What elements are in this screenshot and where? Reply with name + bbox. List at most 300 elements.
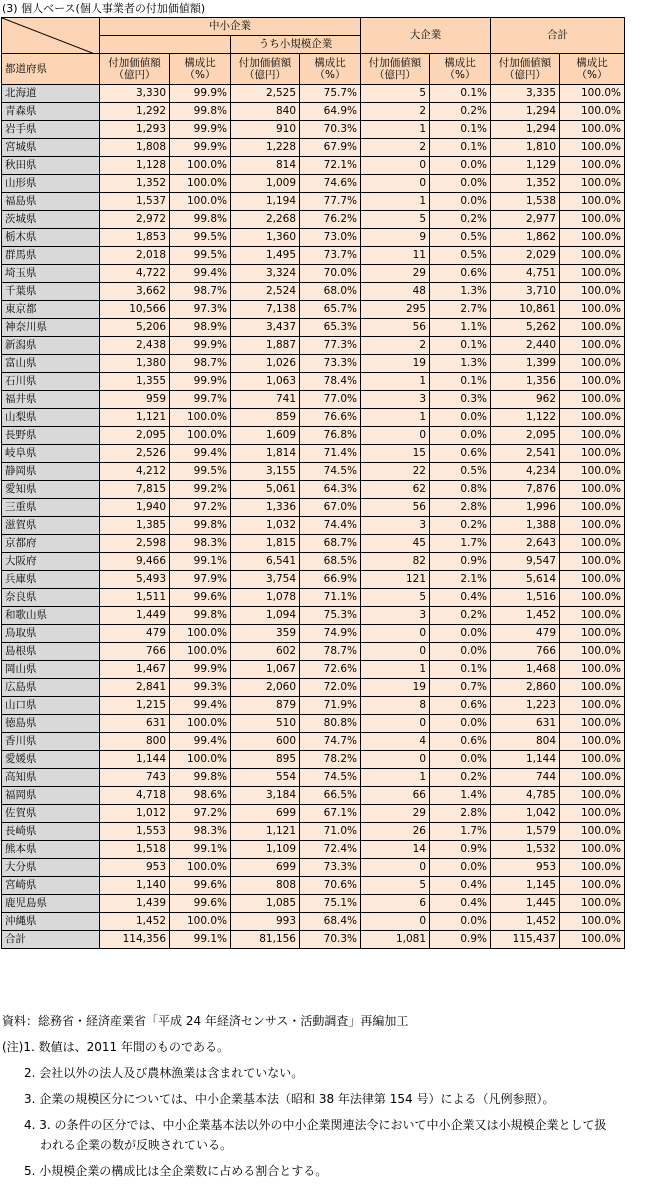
value-cell: 0 — [361, 157, 430, 175]
value-cell: 114,356 — [100, 931, 170, 949]
value-cell: 0.4% — [430, 589, 491, 607]
value-cell: 0.0% — [430, 913, 491, 931]
value-cell: 1,439 — [100, 895, 170, 913]
value-cell: 48 — [361, 283, 430, 301]
value-cell: 100.0% — [560, 535, 625, 553]
value-cell: 73.3% — [300, 859, 361, 877]
value-cell: 0.1% — [430, 121, 491, 139]
value-cell: 99.9% — [170, 337, 231, 355]
header-label: 付加価値額 — [498, 57, 552, 69]
value-cell: 26 — [361, 823, 430, 841]
value-cell: 0.5% — [430, 247, 491, 265]
value-cell: 74.7% — [300, 733, 361, 751]
table-row — [2, 535, 625, 553]
header-label: 構成比 — [576, 57, 608, 69]
value-cell: 0.9% — [430, 553, 491, 571]
value-cell: 81,156 — [231, 931, 300, 949]
value-cell: 1,144 — [100, 751, 170, 769]
value-cell: 70.3% — [300, 931, 361, 949]
note-2: 2. 会社以外の法人及び農林漁業は含まれていない。 — [24, 1066, 304, 1080]
value-cell: 743 — [100, 769, 170, 787]
value-cell: 1,511 — [100, 589, 170, 607]
source-note: 資料：総務省・経済産業省「平成 24 年経済センサス・活動調査」再編加工 — [2, 1014, 409, 1028]
value-cell: 72.6% — [300, 661, 361, 679]
prefecture-cell: 奈良県 — [2, 589, 100, 607]
value-cell: 1,109 — [231, 841, 300, 859]
value-cell: 100.0% — [560, 211, 625, 229]
value-cell: 741 — [231, 391, 300, 409]
prefecture-cell: 青森県 — [2, 103, 100, 121]
value-cell: 0.2% — [430, 769, 491, 787]
value-cell: 1,808 — [100, 139, 170, 157]
table-row — [2, 625, 625, 643]
value-cell: 22 — [361, 463, 430, 481]
header-unit: （億円） — [504, 69, 546, 81]
value-cell: 5 — [361, 589, 430, 607]
value-cell: 0.0% — [430, 751, 491, 769]
table-row — [2, 301, 625, 319]
value-cell: 3,754 — [231, 571, 300, 589]
value-cell: 68.5% — [300, 553, 361, 571]
value-cell: 100.0% — [560, 859, 625, 877]
value-cell: 895 — [231, 751, 300, 769]
value-cell: 1,292 — [100, 103, 170, 121]
value-cell: 6 — [361, 895, 430, 913]
value-cell: 10,861 — [491, 301, 560, 319]
value-cell: 1,215 — [100, 697, 170, 715]
value-cell: 99.5% — [170, 229, 231, 247]
prefecture-cell: 鳥取県 — [2, 625, 100, 643]
value-cell: 99.3% — [170, 679, 231, 697]
prefecture-cell: 山梨県 — [2, 409, 100, 427]
value-cell: 631 — [100, 715, 170, 733]
value-cell: 1,129 — [491, 157, 560, 175]
value-cell: 76.6% — [300, 409, 361, 427]
prefecture-cell: 新潟県 — [2, 337, 100, 355]
value-cell: 100.0% — [170, 625, 231, 643]
value-cell: 1,495 — [231, 247, 300, 265]
header-sme-blank — [100, 36, 231, 54]
value-cell: 98.3% — [170, 823, 231, 841]
value-cell: 100.0% — [560, 409, 625, 427]
value-cell: 15 — [361, 445, 430, 463]
value-cell: 295 — [361, 301, 430, 319]
value-cell: 1,380 — [100, 355, 170, 373]
value-cell: 99.4% — [170, 697, 231, 715]
value-cell: 0 — [361, 427, 430, 445]
value-cell: 840 — [231, 103, 300, 121]
value-cell: 1 — [361, 193, 430, 211]
prefecture-cell: 福岡県 — [2, 787, 100, 805]
note-4-cont: われる企業の数が反映されている。 — [40, 1138, 233, 1152]
value-cell: 1,452 — [491, 607, 560, 625]
value-cell: 77.7% — [300, 193, 361, 211]
value-cell: 1,449 — [100, 607, 170, 625]
value-cell: 993 — [231, 913, 300, 931]
value-cell: 99.8% — [170, 103, 231, 121]
corner-cell — [2, 18, 100, 54]
value-cell: 1,996 — [491, 499, 560, 517]
value-cell: 100.0% — [560, 625, 625, 643]
value-cell: 1,140 — [100, 877, 170, 895]
header-small: うち小規模企業 — [231, 36, 361, 54]
value-cell: 479 — [491, 625, 560, 643]
value-cell: 1,128 — [100, 157, 170, 175]
value-cell: 1.7% — [430, 823, 491, 841]
value-cell: 100.0% — [560, 463, 625, 481]
value-cell: 0 — [361, 175, 430, 193]
value-cell: 98.3% — [170, 535, 231, 553]
value-cell: 7,815 — [100, 481, 170, 499]
value-cell: 1,445 — [491, 895, 560, 913]
value-cell: 100.0% — [560, 589, 625, 607]
value-cell: 953 — [100, 859, 170, 877]
value-cell: 100.0% — [170, 193, 231, 211]
value-cell: 66.9% — [300, 571, 361, 589]
value-cell: 71.4% — [300, 445, 361, 463]
table-row — [2, 283, 625, 301]
value-cell: 3,155 — [231, 463, 300, 481]
header-value-added — [491, 54, 560, 85]
value-cell: 1,814 — [231, 445, 300, 463]
table-row — [2, 643, 625, 661]
value-cell: 962 — [491, 391, 560, 409]
value-cell: 80.8% — [300, 715, 361, 733]
value-cell: 1,293 — [100, 121, 170, 139]
value-cell: 1,940 — [100, 499, 170, 517]
prefecture-cell: 福島県 — [2, 193, 100, 211]
value-cell: 959 — [100, 391, 170, 409]
value-cell: 100.0% — [170, 409, 231, 427]
value-cell: 100.0% — [560, 895, 625, 913]
table-row — [2, 157, 625, 175]
value-cell: 3,184 — [231, 787, 300, 805]
prefecture-cell: 埼玉県 — [2, 265, 100, 283]
value-cell: 2.8% — [430, 805, 491, 823]
prefecture-cell: 徳島県 — [2, 715, 100, 733]
header-sme: 中小企業 — [100, 18, 361, 36]
total-row — [2, 931, 625, 949]
value-cell: 99.8% — [170, 769, 231, 787]
value-cell: 0 — [361, 625, 430, 643]
value-cell: 75.1% — [300, 895, 361, 913]
value-cell: 99.9% — [170, 661, 231, 679]
table-row — [2, 373, 625, 391]
value-cell: 4,212 — [100, 463, 170, 481]
value-cell: 74.5% — [300, 463, 361, 481]
value-cell: 1,452 — [491, 913, 560, 931]
value-cell: 600 — [231, 733, 300, 751]
prefecture-cell: 大阪府 — [2, 553, 100, 571]
value-cell: 29 — [361, 265, 430, 283]
table-row — [2, 337, 625, 355]
value-cell: 2,029 — [491, 247, 560, 265]
value-cell: 100.0% — [170, 643, 231, 661]
table-row — [2, 913, 625, 931]
value-cell: 3,335 — [491, 85, 560, 103]
value-cell: 1,356 — [491, 373, 560, 391]
value-cell: 1,532 — [491, 841, 560, 859]
value-cell: 3 — [361, 391, 430, 409]
table-row — [2, 139, 625, 157]
value-cell: 100.0% — [560, 139, 625, 157]
value-cell: 1 — [361, 769, 430, 787]
table-row — [2, 427, 625, 445]
value-cell: 100.0% — [170, 751, 231, 769]
value-cell: 3,330 — [100, 85, 170, 103]
prefecture-cell: 北海道 — [2, 85, 100, 103]
header-unit: （%） — [314, 69, 346, 81]
value-cell: 953 — [491, 859, 560, 877]
value-cell: 100.0% — [560, 697, 625, 715]
value-cell: 97.2% — [170, 499, 231, 517]
value-cell: 0.0% — [430, 625, 491, 643]
value-cell: 100.0% — [560, 283, 625, 301]
value-cell: 0.0% — [430, 193, 491, 211]
value-cell: 99.8% — [170, 607, 231, 625]
value-cell: 766 — [100, 643, 170, 661]
value-cell: 5,614 — [491, 571, 560, 589]
prefecture-cell: 山口県 — [2, 697, 100, 715]
value-cell: 64.9% — [300, 103, 361, 121]
value-cell: 8 — [361, 697, 430, 715]
value-cell: 100.0% — [560, 499, 625, 517]
header-unit: （億円） — [113, 69, 156, 81]
value-cell: 859 — [231, 409, 300, 427]
value-cell: 65.7% — [300, 301, 361, 319]
value-cell: 100.0% — [560, 247, 625, 265]
value-cell: 77.3% — [300, 337, 361, 355]
value-cell: 2,977 — [491, 211, 560, 229]
value-cell: 1,026 — [231, 355, 300, 373]
prefecture-cell: 佐賀県 — [2, 805, 100, 823]
prefecture-cell: 長崎県 — [2, 823, 100, 841]
value-cell: 2 — [361, 103, 430, 121]
prefecture-cell: 広島県 — [2, 679, 100, 697]
value-cell: 1,538 — [491, 193, 560, 211]
header-label: 構成比 — [184, 57, 216, 69]
value-cell: 1 — [361, 661, 430, 679]
table-row — [2, 193, 625, 211]
value-cell: 100.0% — [560, 823, 625, 841]
value-cell: 100.0% — [560, 319, 625, 337]
value-cell: 100.0% — [170, 715, 231, 733]
value-cell: 121 — [361, 571, 430, 589]
prefecture-cell: 兵庫県 — [2, 571, 100, 589]
value-cell: 4 — [361, 733, 430, 751]
value-cell: 66 — [361, 787, 430, 805]
header-unit: （%） — [576, 69, 608, 81]
value-cell: 1,352 — [100, 175, 170, 193]
value-cell: 11 — [361, 247, 430, 265]
prefecture-cell: 秋田県 — [2, 157, 100, 175]
value-cell: 10,566 — [100, 301, 170, 319]
value-cell: 99.9% — [170, 139, 231, 157]
value-cell: 0.6% — [430, 733, 491, 751]
header-total: 合計 — [491, 18, 625, 54]
value-cell: 1,468 — [491, 661, 560, 679]
table-row — [2, 607, 625, 625]
value-cell: 9 — [361, 229, 430, 247]
table-title: (3) 個人ベース(個人事業者の付加価値額) — [2, 2, 206, 15]
value-cell: 1,223 — [491, 697, 560, 715]
value-cell: 2,438 — [100, 337, 170, 355]
prefecture-cell: 愛媛県 — [2, 751, 100, 769]
value-cell: 1,887 — [231, 337, 300, 355]
table-row — [2, 517, 625, 535]
value-cell: 4,722 — [100, 265, 170, 283]
value-cell: 1,553 — [100, 823, 170, 841]
prefecture-cell: 滋賀県 — [2, 517, 100, 535]
value-cell: 1 — [361, 373, 430, 391]
value-cell: 45 — [361, 535, 430, 553]
value-cell: 1,228 — [231, 139, 300, 157]
value-cell: 100.0% — [560, 373, 625, 391]
value-cell: 0.2% — [430, 517, 491, 535]
header-share — [560, 54, 625, 85]
value-cell: 2.1% — [430, 571, 491, 589]
value-cell: 100.0% — [560, 715, 625, 733]
value-cell: 0.5% — [430, 463, 491, 481]
value-cell: 1,145 — [491, 877, 560, 895]
prefecture-cell: 栃木県 — [2, 229, 100, 247]
value-cell: 1,121 — [100, 409, 170, 427]
value-cell: 99.1% — [170, 553, 231, 571]
value-cell: 3,324 — [231, 265, 300, 283]
value-cell: 100.0% — [560, 391, 625, 409]
value-cell: 1,579 — [491, 823, 560, 841]
header-label: 構成比 — [444, 57, 476, 69]
value-cell: 70.3% — [300, 121, 361, 139]
value-cell: 2,018 — [100, 247, 170, 265]
note-5: 5. 小規模企業の構成比は全企業数に占める割合とする。 — [24, 1164, 328, 1178]
value-cell: 9,547 — [491, 553, 560, 571]
value-cell: 99.1% — [170, 931, 231, 949]
value-cell: 19 — [361, 679, 430, 697]
value-cell: 2,860 — [491, 679, 560, 697]
value-cell: 1,081 — [361, 931, 430, 949]
value-cell: 100.0% — [170, 175, 231, 193]
value-cell: 1 — [361, 121, 430, 139]
value-cell: 0.2% — [430, 103, 491, 121]
value-cell: 98.6% — [170, 787, 231, 805]
value-cell: 76.2% — [300, 211, 361, 229]
value-cell: 100.0% — [560, 265, 625, 283]
value-cell: 100.0% — [560, 877, 625, 895]
value-cell: 0.9% — [430, 841, 491, 859]
prefecture-cell: 鹿児島県 — [2, 895, 100, 913]
value-cell: 2 — [361, 139, 430, 157]
value-cell: 2 — [361, 337, 430, 355]
value-cell: 99.8% — [170, 517, 231, 535]
value-cell: 100.0% — [560, 661, 625, 679]
header-label: 付加価値額 — [368, 57, 422, 69]
value-cell: 100.0% — [560, 121, 625, 139]
table-row — [2, 553, 625, 571]
value-cell: 879 — [231, 697, 300, 715]
value-cell: 68.7% — [300, 535, 361, 553]
value-cell: 100.0% — [560, 427, 625, 445]
value-cell: 0.6% — [430, 445, 491, 463]
value-cell: 72.4% — [300, 841, 361, 859]
prefecture-cell: 宮城県 — [2, 139, 100, 157]
value-cell: 14 — [361, 841, 430, 859]
value-cell: 2,268 — [231, 211, 300, 229]
value-cell: 75.3% — [300, 607, 361, 625]
value-cell: 7,138 — [231, 301, 300, 319]
prefecture-cell: 香川県 — [2, 733, 100, 751]
value-cell: 99.8% — [170, 211, 231, 229]
value-cell: 74.9% — [300, 625, 361, 643]
diagonal-line — [2, 18, 100, 54]
value-cell: 29 — [361, 805, 430, 823]
header-label: 構成比 — [314, 57, 346, 69]
value-cell: 100.0% — [170, 913, 231, 931]
value-cell: 0.3% — [430, 391, 491, 409]
value-cell: 1.1% — [430, 319, 491, 337]
value-cell: 100.0% — [560, 481, 625, 499]
value-cell: 1,609 — [231, 427, 300, 445]
value-cell: 100.0% — [560, 85, 625, 103]
value-cell: 1.3% — [430, 283, 491, 301]
value-cell: 0.6% — [430, 697, 491, 715]
table-row — [2, 715, 625, 733]
prefecture-cell: 岡山県 — [2, 661, 100, 679]
value-cell: 804 — [491, 733, 560, 751]
value-cell: 0.8% — [430, 481, 491, 499]
value-cell: 1,862 — [491, 229, 560, 247]
value-cell: 78.7% — [300, 643, 361, 661]
value-cell: 1,360 — [231, 229, 300, 247]
prefecture-cell: 茨城県 — [2, 211, 100, 229]
value-cell: 2.8% — [430, 499, 491, 517]
table-row — [2, 877, 625, 895]
prefecture-cell: 和歌山県 — [2, 607, 100, 625]
value-cell: 2,095 — [100, 427, 170, 445]
value-cell: 0.0% — [430, 715, 491, 733]
value-cell: 100.0% — [560, 913, 625, 931]
table-row — [2, 895, 625, 913]
value-cell: 1,009 — [231, 175, 300, 193]
table-row — [2, 751, 625, 769]
table-row — [2, 787, 625, 805]
value-cell: 99.2% — [170, 481, 231, 499]
table-row — [2, 265, 625, 283]
value-cell: 910 — [231, 121, 300, 139]
prefecture-cell: 岐阜県 — [2, 445, 100, 463]
value-cell: 2.7% — [430, 301, 491, 319]
header-label: 付加価値額 — [238, 57, 292, 69]
value-cell: 0 — [361, 859, 430, 877]
value-cell: 0.2% — [430, 211, 491, 229]
prefecture-cell: 東京都 — [2, 301, 100, 319]
value-cell: 99.4% — [170, 265, 231, 283]
value-cell: 76.8% — [300, 427, 361, 445]
value-cell: 4,234 — [491, 463, 560, 481]
header-share — [430, 54, 491, 85]
value-cell: 71.1% — [300, 589, 361, 607]
table-row — [2, 571, 625, 589]
header-share — [300, 54, 361, 85]
prefecture-cell: 高知県 — [2, 769, 100, 787]
value-cell: 808 — [231, 877, 300, 895]
header-unit: （%） — [444, 69, 476, 81]
value-cell: 0.7% — [430, 679, 491, 697]
header-value-added — [100, 54, 170, 85]
value-cell: 1.7% — [430, 535, 491, 553]
value-cell: 70.6% — [300, 877, 361, 895]
value-cell: 100.0% — [560, 229, 625, 247]
